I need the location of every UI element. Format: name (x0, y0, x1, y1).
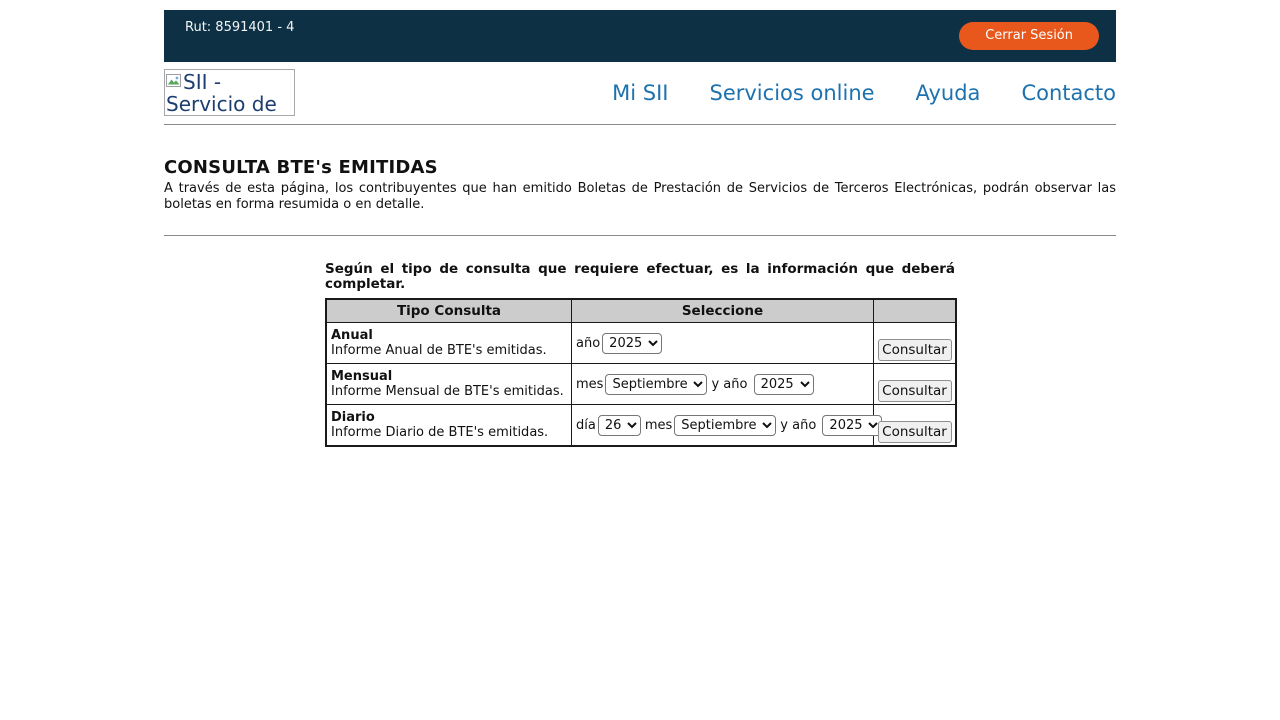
row-description: Informe Diario de BTE's emitidas. (331, 425, 549, 440)
mes-label: mes (576, 376, 604, 392)
seleccione-cell-anual (572, 323, 874, 364)
button-cell-anual (874, 323, 957, 364)
logout-button[interactable]: Cerrar Sesión (959, 22, 1099, 50)
mes-label: mes (644, 417, 673, 433)
row-description: Informe Mensual de BTE's emitidas. (331, 384, 564, 399)
consultar-button-diario[interactable]: Consultar (878, 421, 952, 443)
page-title: CONSULTA BTE's EMITIDAS (164, 157, 438, 178)
row-name: Anual (331, 328, 373, 343)
row-description: Informe Anual de BTE's emitidas. (331, 343, 547, 358)
button-cell-mensual (874, 364, 957, 405)
tipo-cell-diario (326, 405, 572, 447)
table-row-diario (326, 405, 956, 447)
anio-select-diario[interactable] (822, 415, 882, 436)
anio-label: y año (780, 417, 817, 433)
row-name: Mensual (331, 369, 393, 384)
instruction-text: Según el tipo de consulta que requiere efectuar, es la información que deberá completar. (325, 261, 955, 292)
consultar-button-mensual[interactable]: Consultar (878, 380, 952, 402)
button-cell-diario (874, 405, 957, 447)
header-empty (874, 299, 957, 323)
seleccione-cell-mensual (572, 364, 874, 405)
consulta-table (325, 298, 957, 447)
site-header (164, 62, 1116, 125)
nav-mi-sii[interactable]: Mi SII (612, 81, 669, 105)
anio-select-mensual[interactable] (754, 374, 814, 395)
tipo-cell-anual (326, 323, 572, 364)
rut-label: Rut: 8591401 - 4 (185, 20, 295, 35)
content-container (164, 10, 1116, 447)
nav-servicios-online[interactable]: Servicios online (709, 81, 875, 105)
anio-select-anual[interactable] (602, 333, 662, 354)
consulta-section (325, 262, 955, 447)
row-name: Diario (331, 410, 375, 425)
main-nav (571, 62, 1116, 124)
dia-select-diario[interactable] (598, 415, 641, 436)
table-row-mensual (326, 364, 956, 405)
logo-alt-text: SII - Servicio de (166, 70, 277, 116)
anio-label: año (576, 335, 601, 351)
mes-select-diario[interactable] (674, 415, 776, 436)
header-seleccione: Seleccione (572, 299, 874, 323)
nav-ayuda[interactable]: Ayuda (915, 81, 981, 105)
seleccione-cell-diario (572, 405, 874, 447)
consultar-button-anual[interactable]: Consultar (878, 339, 952, 361)
table-row-anual (326, 323, 956, 364)
dia-label: día (576, 417, 596, 433)
nav-contacto[interactable]: Contacto (1021, 81, 1116, 105)
header-tipo-consulta: Tipo Consulta (326, 299, 572, 323)
intro-paragraph: A través de esta página, los contribuyentes que han emitido Boletas de Prestación de Servicios de Terceros Electrónicas, podrán observar las boletas en forma resumida o en detalle. (164, 181, 1116, 212)
tipo-cell-mensual (326, 364, 572, 405)
session-bar (164, 10, 1116, 62)
sii-logo-broken-image[interactable] (164, 69, 295, 116)
section-divider (164, 235, 1116, 236)
table-header-row (326, 299, 956, 323)
broken-image-icon (166, 71, 182, 93)
mes-select-mensual[interactable] (605, 374, 707, 395)
anio-label: y año (711, 376, 748, 392)
